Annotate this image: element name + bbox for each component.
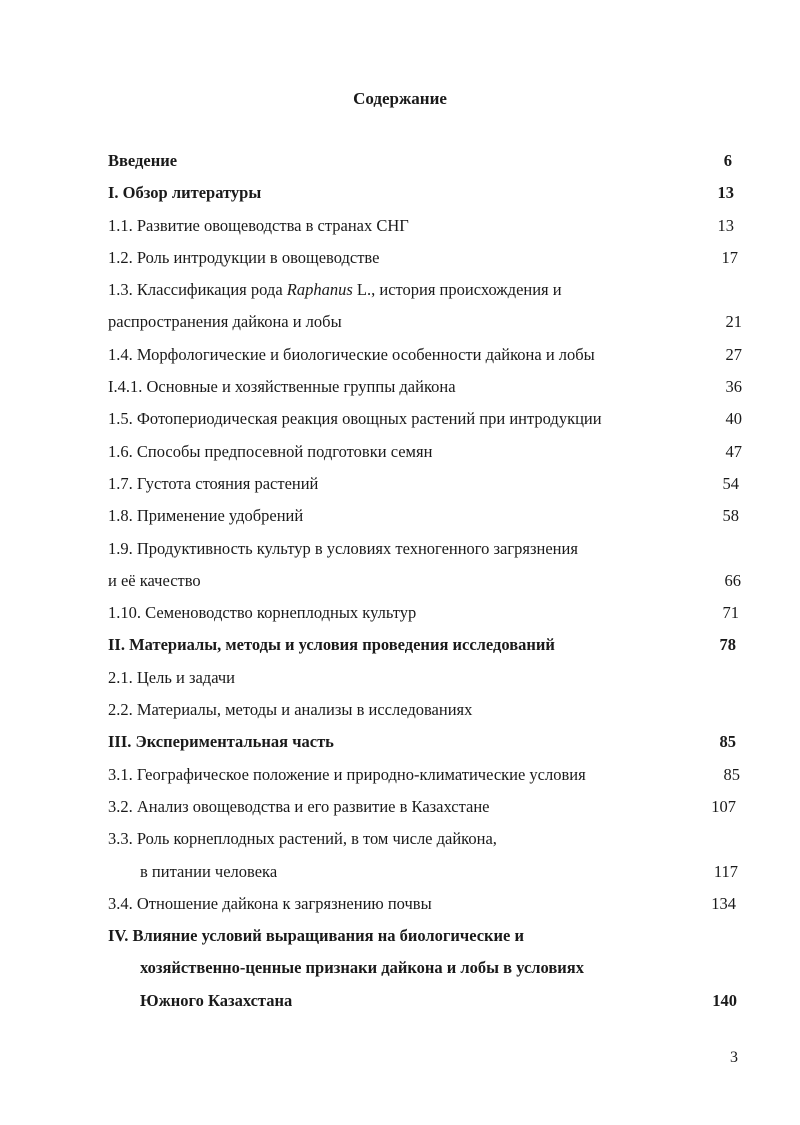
toc-page-number: 58 bbox=[722, 506, 739, 526]
toc-page-number: 140 bbox=[712, 990, 737, 1010]
page-title: Содержание bbox=[353, 89, 447, 108]
toc-entry-3-2 bbox=[108, 794, 742, 826]
toc-entry-text: 1.1. Развитие овощеводства в странах СНГ bbox=[108, 215, 409, 235]
toc-entry-1-5 bbox=[108, 406, 742, 438]
toc-page-number: 21 bbox=[725, 312, 742, 332]
toc-page-number: 85 bbox=[723, 764, 740, 784]
toc-entry-text: III. Экспериментальная часть bbox=[108, 732, 334, 752]
toc-entry-text bbox=[108, 277, 562, 303]
toc-entry-2-2 bbox=[108, 697, 742, 729]
toc-entry-text: II. Материалы, методы и условия проведения исследований bbox=[108, 635, 555, 655]
toc-entry-2-1 bbox=[108, 665, 742, 697]
toc-entry-chapter-4-cont bbox=[108, 955, 742, 987]
toc-entry-1-7 bbox=[108, 471, 742, 503]
toc-entry-text: 1.4. Морфологические и биологические особенности дайкона и лобы bbox=[108, 344, 595, 364]
toc-page-number: 85 bbox=[719, 732, 736, 752]
toc-page-number: 54 bbox=[722, 473, 739, 493]
toc-page-number: 78 bbox=[719, 635, 736, 655]
toc-entry-text: распространения дайкона и лобы bbox=[108, 312, 342, 332]
toc-page-number: 47 bbox=[725, 441, 742, 461]
toc-entry-text: 3.1. Географическое положение и природно-климатические условия bbox=[108, 764, 586, 784]
toc-entry-text: 1.5. Фотопериодическая реакция овощных растений при интродукции bbox=[108, 409, 602, 429]
toc-entry-1-2 bbox=[108, 245, 742, 277]
toc-entry-1-3-cont bbox=[108, 309, 742, 341]
toc-entry-text: 2.1. Цель и задачи bbox=[108, 667, 235, 687]
toc-page-number: 6 bbox=[723, 151, 732, 170]
toc-entry-text: 1.7. Густота стояния растений bbox=[108, 473, 319, 493]
toc-entry-chapter-1 bbox=[108, 180, 742, 212]
toc-page-number: 13 bbox=[717, 183, 734, 203]
page-number: 3 bbox=[730, 1049, 738, 1066]
toc-entry-text: 3.3. Роль корнеплодных растений, в том числе дайкона, bbox=[108, 829, 497, 849]
toc-entry-text-italic: Raphanus bbox=[286, 280, 353, 300]
toc-entry-text: 1.8. Применение удобрений bbox=[108, 506, 304, 526]
toc-page-number: 17 bbox=[721, 247, 738, 267]
toc-entry-text: в питании человека bbox=[140, 861, 278, 881]
toc-page-number: 13 bbox=[717, 215, 734, 235]
toc-entry-3-4 bbox=[108, 891, 742, 923]
toc-entry-text: 1.6. Способы предпосевной подготовки семян bbox=[108, 441, 433, 461]
toc-entry-1-10 bbox=[108, 600, 742, 632]
toc-entry-1-6 bbox=[108, 439, 742, 471]
toc-entry-text: 2.2. Материалы, методы и анализы в исследованиях bbox=[108, 700, 473, 720]
toc-entry-3-3-cont bbox=[108, 859, 742, 891]
toc-entry-1-4 bbox=[108, 342, 742, 374]
toc-page-number: 27 bbox=[725, 344, 742, 364]
toc-entry-chapter-4 bbox=[108, 923, 742, 955]
toc-entry-1-3 bbox=[108, 277, 742, 309]
toc-entry-text-part: L., история происхождения и bbox=[352, 280, 562, 300]
toc-page-number: 66 bbox=[724, 570, 741, 590]
toc-page-number: 107 bbox=[711, 796, 736, 816]
toc-entry-text: Введение bbox=[108, 151, 178, 170]
toc-entry-text: Южного Казахстана bbox=[140, 990, 293, 1010]
toc-entry-text: 1.2. Роль интродукции в овощеводстве bbox=[108, 247, 380, 267]
toc-page-number: 117 bbox=[713, 861, 738, 881]
toc-entry-chapter-2 bbox=[108, 632, 742, 664]
toc-entry-text-part: 1.3. Классификация рода bbox=[108, 280, 287, 300]
toc-entry-1-9 bbox=[108, 536, 742, 568]
toc-entry-1-4-1 bbox=[108, 374, 742, 406]
toc-entry-text: 1.9. Продуктивность культур в условиях техногенного загрязнения bbox=[108, 538, 578, 558]
toc-entry-text: хозяйственно-ценные признаки дайкона и лобы в условиях bbox=[140, 958, 584, 978]
toc-entry-text: и её качество bbox=[108, 570, 201, 590]
toc-entry-chapter-3 bbox=[108, 729, 742, 761]
toc-entry-text: I.4.1. Основные и хозяйственные группы дайкона bbox=[108, 377, 456, 397]
toc-page-number: 36 bbox=[725, 377, 742, 397]
toc-entry-introduction bbox=[108, 148, 742, 180]
toc-entry-3-1 bbox=[108, 762, 742, 794]
table-of-contents bbox=[108, 148, 742, 1020]
toc-entry-text: IV. Влияние условий выращивания на биологические и bbox=[108, 926, 525, 946]
toc-entry-text: 3.4. Отношение дайкона к загрязнению почвы bbox=[108, 893, 432, 913]
toc-entry-1-1 bbox=[108, 213, 742, 245]
toc-page-number: 71 bbox=[722, 603, 739, 623]
toc-page-number: 40 bbox=[725, 409, 742, 429]
toc-entry-1-9-cont bbox=[108, 568, 742, 600]
toc-entry-text: 3.2. Анализ овощеводства и его развитие в Казахстане bbox=[108, 796, 490, 816]
toc-entry-3-3 bbox=[108, 826, 742, 858]
toc-page-number: 134 bbox=[711, 893, 736, 913]
toc-entry-text: 1.10. Семеноводство корнеплодных культур bbox=[108, 603, 417, 623]
toc-entry-text: I. Обзор литературы bbox=[108, 183, 262, 203]
toc-entry-1-8 bbox=[108, 503, 742, 535]
toc-entry-chapter-4-cont-2 bbox=[108, 988, 742, 1020]
